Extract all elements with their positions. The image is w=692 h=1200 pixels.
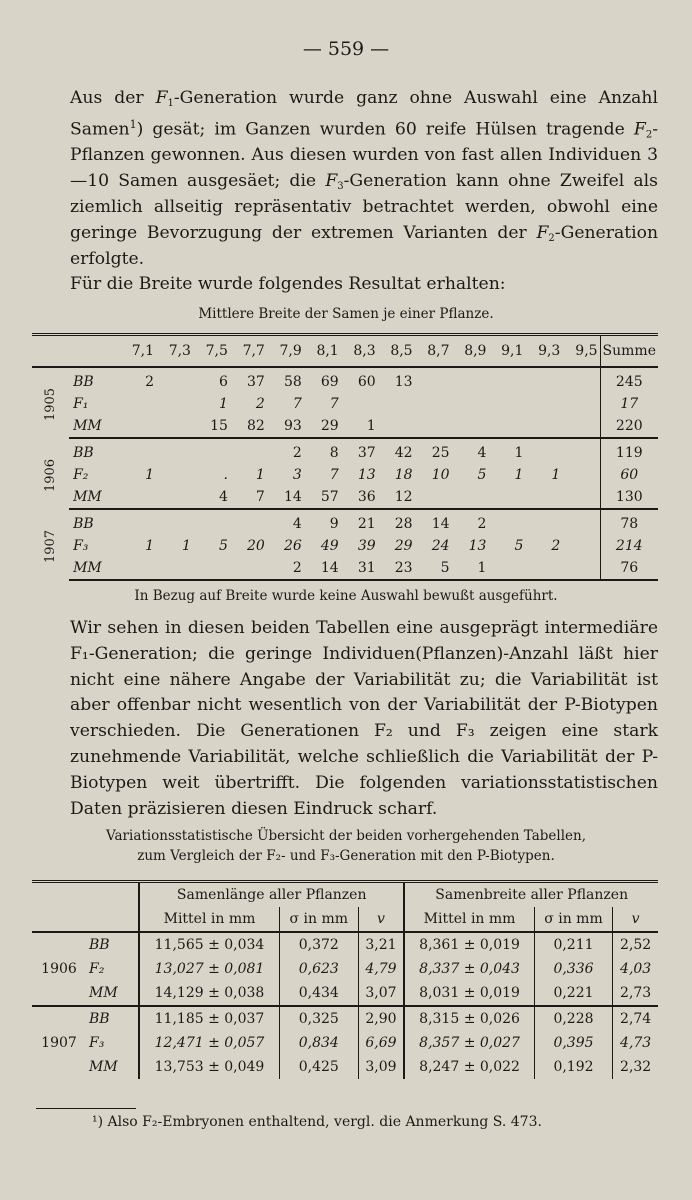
table1-cell bbox=[415, 486, 452, 509]
table1-cell bbox=[119, 438, 156, 464]
f-sub-2: 2 bbox=[645, 129, 653, 141]
table1-cell: 57 bbox=[304, 486, 341, 509]
col-header: 7,9 bbox=[267, 335, 304, 368]
row-label: BB bbox=[86, 1006, 139, 1031]
group-laenge: Samenlänge aller Pflanzen bbox=[139, 882, 404, 908]
table1-cell: 1 bbox=[145, 467, 155, 483]
table1-cell: 2 bbox=[292, 445, 302, 461]
col-header: 9,3 bbox=[525, 335, 562, 368]
table1-cell bbox=[156, 464, 193, 486]
table1-cell: 14 bbox=[431, 516, 450, 532]
table2-cell: 11,565 ± 0,034 bbox=[139, 932, 280, 957]
table2-cell: 0,834 bbox=[280, 1031, 359, 1055]
table2-cell: 0,228 bbox=[534, 1006, 613, 1031]
table1-row bbox=[32, 509, 658, 535]
table1-row bbox=[32, 367, 658, 393]
table1-row bbox=[32, 557, 658, 580]
col-header: 9,1 bbox=[488, 335, 525, 368]
table1-cell: 7 bbox=[292, 396, 302, 412]
table2-cell: 3,21 bbox=[358, 932, 404, 957]
table1-cell bbox=[156, 415, 193, 438]
table2-cell: 0,336 bbox=[534, 957, 613, 981]
table1-cell: 1 bbox=[452, 557, 489, 580]
f-sub-1: 1 bbox=[167, 98, 174, 109]
table1-cell bbox=[119, 486, 156, 509]
col-header: 8,5 bbox=[378, 335, 415, 368]
h-mittel: Mittel in mm bbox=[139, 907, 280, 932]
h-sigma: σ in mm bbox=[534, 907, 613, 932]
table1-cell: 4 bbox=[477, 445, 487, 461]
year-label: 1905 bbox=[43, 387, 59, 422]
table1-cell: 69 bbox=[320, 374, 339, 390]
table1-cell: 37 bbox=[357, 445, 376, 461]
row-label: MM bbox=[69, 486, 119, 509]
f-sub-4: 2 bbox=[548, 232, 555, 244]
table1-cell: 13 bbox=[394, 374, 413, 390]
table2-row bbox=[32, 957, 658, 981]
table1-cell: 1 bbox=[218, 396, 228, 412]
table2-group-header bbox=[32, 882, 658, 908]
table1-cell bbox=[415, 367, 452, 393]
table2-row bbox=[32, 1031, 658, 1055]
table1-cell bbox=[562, 393, 600, 415]
row-label: F₂ bbox=[73, 467, 89, 483]
table2-cell: 14,129 ± 0,038 bbox=[139, 981, 280, 1006]
table2-cell: 11,185 ± 0,037 bbox=[139, 1006, 280, 1031]
table1-cell bbox=[119, 393, 156, 415]
table1-cell: 42 bbox=[394, 445, 413, 461]
table2-cell: 4,03 bbox=[613, 957, 658, 981]
table1-cell bbox=[230, 438, 267, 464]
table1-cell bbox=[156, 557, 193, 580]
table2-cell: 12,471 ± 0,057 bbox=[139, 1031, 280, 1055]
col-header: 7,3 bbox=[156, 335, 193, 368]
sum-header: Summe bbox=[600, 335, 658, 368]
h-mittel: Mittel in mm bbox=[404, 907, 534, 932]
table2-cell: 0,325 bbox=[280, 1006, 359, 1031]
h-v: v bbox=[613, 907, 658, 932]
table2-row bbox=[32, 1055, 658, 1079]
table1-cell: 9 bbox=[329, 516, 339, 532]
table1-cell: 1 bbox=[514, 467, 524, 483]
table1-cell bbox=[525, 486, 562, 509]
table1-cell bbox=[193, 509, 230, 535]
table1-cell bbox=[230, 557, 267, 580]
table1-cell: 2 bbox=[477, 516, 487, 532]
table1-cell bbox=[525, 393, 562, 415]
table2-cell: 8,357 ± 0,027 bbox=[404, 1031, 534, 1055]
table1-cell: 7 bbox=[329, 467, 339, 483]
table1-cell: 7 bbox=[230, 486, 267, 509]
table1-sum: 130 bbox=[600, 486, 658, 509]
table1-cell: 23 bbox=[378, 557, 415, 580]
table1-cell bbox=[525, 438, 562, 464]
table1-cell bbox=[488, 367, 525, 393]
table2-cell: 6,69 bbox=[358, 1031, 404, 1055]
table2-cell: 3,07 bbox=[358, 981, 404, 1006]
table1-cell bbox=[562, 509, 600, 535]
table1-sum: 245 bbox=[600, 367, 658, 393]
table2-cell: 13,753 ± 0,049 bbox=[139, 1055, 280, 1079]
table2-cell: 0,623 bbox=[280, 957, 359, 981]
table1-cell bbox=[119, 557, 156, 580]
intro-text-6: -Generation erfolgte. bbox=[70, 222, 659, 269]
table1-cell: 10 bbox=[431, 467, 450, 483]
row-label: BB bbox=[73, 516, 94, 532]
table2-cell: 8,031 ± 0,019 bbox=[404, 981, 534, 1006]
table1-cell: 6 bbox=[218, 374, 228, 390]
table2-cell: 4,79 bbox=[358, 957, 404, 981]
table2-cell: 8,247 ± 0,022 bbox=[404, 1055, 534, 1079]
table2-cell: 0,372 bbox=[280, 932, 359, 957]
table1-cell bbox=[488, 393, 525, 415]
table1-header bbox=[32, 335, 658, 368]
table1-cell bbox=[562, 557, 600, 580]
table1-cell: 82 bbox=[230, 415, 267, 438]
table1-cell: 4 bbox=[292, 516, 302, 532]
table2-cell: 4,73 bbox=[613, 1031, 658, 1055]
table2-cell: 2,74 bbox=[613, 1006, 658, 1031]
year-label: 1907 bbox=[43, 529, 59, 563]
table1-cell: 29 bbox=[394, 538, 413, 554]
table2-cell: 8,337 ± 0,043 bbox=[404, 957, 534, 981]
table2-cell: 13,027 ± 0,081 bbox=[139, 957, 280, 981]
table2-cell: 0,221 bbox=[534, 981, 613, 1006]
table2-row bbox=[32, 1006, 658, 1031]
table1-cell: 31 bbox=[341, 557, 378, 580]
f-sub-3: 3 bbox=[337, 181, 344, 193]
table1-cell: 7 bbox=[329, 396, 339, 412]
intro-paragraph bbox=[70, 86, 658, 298]
table1-sum: 76 bbox=[600, 557, 658, 580]
row-label: MM bbox=[69, 415, 119, 438]
table2-row bbox=[32, 981, 658, 1006]
table2-cell: 8,315 ± 0,026 bbox=[404, 1006, 534, 1031]
table1-cell bbox=[562, 367, 600, 393]
table1-sum: 220 bbox=[600, 415, 658, 438]
table1-cell: 14 bbox=[304, 557, 341, 580]
row-label: MM bbox=[89, 1059, 118, 1075]
table1-cell: 4 bbox=[193, 486, 230, 509]
table2-cell: 0,425 bbox=[280, 1055, 359, 1079]
table1-cell bbox=[156, 367, 193, 393]
table1-row bbox=[32, 415, 658, 438]
f-symbol-3: F bbox=[325, 171, 338, 192]
table2-cell: 2,52 bbox=[613, 932, 658, 957]
h-v: v bbox=[358, 907, 404, 932]
table1-sum: 119 bbox=[600, 438, 658, 464]
table1-cell: . bbox=[223, 467, 228, 483]
row-label: MM bbox=[89, 985, 118, 1001]
table2-caption-2: zum Vergleich der F₂- und F₃-Generation mit den P-Biotypen. bbox=[137, 848, 555, 864]
year-label: 1906 bbox=[43, 458, 59, 492]
table1-cell: 49 bbox=[320, 538, 339, 554]
table1-cell bbox=[525, 557, 562, 580]
table2-cell: 8,361 ± 0,019 bbox=[404, 932, 534, 957]
table2-cell: 0,395 bbox=[534, 1031, 613, 1055]
footnote-rule bbox=[36, 1108, 136, 1109]
table1-cell: 2 bbox=[551, 538, 561, 554]
table2-cell: 0,434 bbox=[280, 981, 359, 1006]
table1-cell: 14 bbox=[267, 486, 304, 509]
row-label: BB bbox=[73, 445, 94, 461]
table1-cell: 60 bbox=[357, 374, 376, 390]
table1-cell bbox=[378, 393, 415, 415]
table1-cell bbox=[156, 486, 193, 509]
table1-cell: 5 bbox=[218, 538, 228, 554]
table1-row bbox=[32, 393, 658, 415]
table1-cell: 24 bbox=[431, 538, 450, 554]
table1-cell: 2 bbox=[255, 396, 265, 412]
table1-cell: 1 bbox=[255, 467, 265, 483]
table1-cell: 1 bbox=[514, 445, 524, 461]
col-header: 7,7 bbox=[230, 335, 267, 368]
table1-note: In Bezug auf Breite wurde keine Auswahl bewußt ausgeführt. bbox=[134, 588, 558, 604]
footnote: ¹) Also F₂-Embryonen enthaltend, vergl. die Anmerkung S. 473. bbox=[92, 1114, 542, 1130]
table1-sum: 214 bbox=[600, 535, 658, 557]
table1-cell: 20 bbox=[247, 538, 265, 554]
table1-cell bbox=[415, 393, 452, 415]
table1-cell: 2 bbox=[145, 374, 155, 390]
table1-sum: 17 bbox=[600, 393, 658, 415]
table1-cell bbox=[156, 393, 193, 415]
table-breite bbox=[32, 333, 658, 581]
table1-cell bbox=[562, 535, 600, 557]
table1-cell: 28 bbox=[394, 516, 413, 532]
page-number: — 559 — bbox=[302, 38, 390, 60]
table1-cell: 39 bbox=[357, 538, 376, 554]
table1-cell bbox=[488, 509, 525, 535]
year-label: 1907 bbox=[32, 1006, 86, 1079]
table1-sum: 78 bbox=[600, 509, 658, 535]
table1-cell bbox=[156, 438, 193, 464]
table1-cell: 5 bbox=[415, 557, 452, 580]
intro-text-2: -Generation wurde ganz ohne Auswahl eine Anzahl Samen bbox=[70, 88, 658, 140]
row-label: F₃ bbox=[89, 1035, 105, 1051]
table1-cell: 13 bbox=[468, 538, 487, 554]
intro-text-1: Aus der bbox=[70, 88, 144, 108]
table2-cell: 2,90 bbox=[358, 1006, 404, 1031]
row-label: F₂ bbox=[89, 961, 105, 977]
table1-cell bbox=[488, 415, 525, 438]
table1-cell: 15 bbox=[193, 415, 230, 438]
table2-subheader bbox=[32, 907, 658, 932]
table1-cell: 1 bbox=[551, 467, 561, 483]
table1-cell: 1 bbox=[145, 538, 155, 554]
table1-cell: 26 bbox=[283, 538, 302, 554]
col-header: 7,5 bbox=[193, 335, 230, 368]
intro-text-4: -Pflanzen gewonnen. Aus diesen wurden von fast allen Individuen 3—10 Samen ausgesäet; die bbox=[70, 119, 659, 192]
table1-cell bbox=[562, 464, 600, 486]
table-statistics bbox=[32, 880, 658, 1079]
table1-sum: 60 bbox=[600, 464, 658, 486]
table1-cell: 58 bbox=[283, 374, 302, 390]
table1-row bbox=[32, 535, 658, 557]
col-header: 8,3 bbox=[341, 335, 378, 368]
table1-cell: 29 bbox=[304, 415, 341, 438]
table1-cell bbox=[452, 393, 489, 415]
footnote-marker[interactable]: 1 bbox=[129, 117, 137, 131]
table1-cell bbox=[525, 415, 562, 438]
table2-cell: 0,211 bbox=[534, 932, 613, 957]
table1-cell: 93 bbox=[267, 415, 304, 438]
table1-cell: 1 bbox=[182, 538, 191, 554]
table1-cell bbox=[525, 509, 562, 535]
table1-caption: Mittlere Breite der Samen je einer Pflanze. bbox=[198, 306, 494, 322]
table1-cell: 36 bbox=[341, 486, 378, 509]
table1-row bbox=[32, 464, 658, 486]
table1-cell bbox=[119, 509, 156, 535]
table1-cell bbox=[562, 486, 600, 509]
col-header: 8,9 bbox=[452, 335, 489, 368]
table2-cell: 3,09 bbox=[358, 1055, 404, 1079]
table1-cell: 12 bbox=[378, 486, 415, 509]
year-label: 1906 bbox=[41, 961, 77, 977]
table1-cell bbox=[562, 438, 600, 464]
f-symbol-1: F bbox=[155, 88, 168, 108]
col-header: 9,5 bbox=[562, 335, 600, 368]
table2-cell: 2,32 bbox=[613, 1055, 658, 1079]
table1-cell: 25 bbox=[431, 445, 450, 461]
table1-cell bbox=[341, 393, 378, 415]
table1-cell bbox=[378, 415, 415, 438]
table2-caption-1: Variationsstatistische Übersicht der beiden vorhergehenden Tabellen, bbox=[106, 828, 586, 844]
row-label: F₃ bbox=[73, 538, 89, 554]
table1-cell: 37 bbox=[247, 374, 265, 390]
table1-cell: 8 bbox=[329, 445, 339, 461]
table1-cell bbox=[193, 557, 230, 580]
table1-row bbox=[32, 486, 658, 509]
table1-cell bbox=[156, 509, 193, 535]
col-header: 8,1 bbox=[304, 335, 341, 368]
table1-cell: 2 bbox=[267, 557, 304, 580]
table2-row bbox=[32, 932, 658, 957]
table1-cell: 1 bbox=[341, 415, 378, 438]
table1-cell bbox=[119, 415, 156, 438]
table1-cell bbox=[452, 415, 489, 438]
table1-cell: 21 bbox=[357, 516, 376, 532]
row-label: BB bbox=[73, 374, 94, 390]
table1-cell bbox=[193, 438, 230, 464]
table1-cell bbox=[452, 367, 489, 393]
table1-cell: 5 bbox=[477, 467, 487, 483]
table2-cell: 2,73 bbox=[613, 981, 658, 1006]
table1-cell: 5 bbox=[514, 538, 524, 554]
table1-cell: 3 bbox=[292, 467, 302, 483]
col-header: 8,7 bbox=[415, 335, 452, 368]
table1-cell bbox=[562, 415, 600, 438]
intro-text-3: ) gesät; im Ganzen wurden 60 reife Hülsen tragende bbox=[136, 119, 625, 140]
group-breite: Samenbreite aller Pflanzen bbox=[404, 882, 658, 908]
breite-intro: Für die Breite wurde folgendes Resultat erhalten: bbox=[70, 274, 506, 295]
col-header: 7,1 bbox=[119, 335, 156, 368]
table2-cell: 0,192 bbox=[534, 1055, 613, 1079]
table1-cell: 18 bbox=[394, 467, 413, 483]
h-sigma: σ in mm bbox=[280, 907, 359, 932]
discussion-paragraph: Wir sehen in diesen beiden Tabellen eine ausgeprägt intermediäre F₁-Generation; die geringe Individuen(Pflanzen)-Anzahl läßt hier nicht eine nähere Angabe der Variabilität zu; die Variabilität ist aber offenbar nicht wesentlich von der Variabilität der P-Biotypen verschieden. Die Generationen F₂ und F₃ zeigen eine stark zunehmende Variabilität, welche schließlich die Variabilität der P-Biotypen weit übertrifft. Die folgenden variationsstatistischen Daten präzisieren diesen Eindruck scharf. bbox=[70, 618, 658, 819]
table1-cell bbox=[415, 415, 452, 438]
row-label: BB bbox=[89, 937, 110, 953]
f-symbol-4: F bbox=[536, 222, 549, 243]
table1-cell bbox=[452, 486, 489, 509]
table1-cell bbox=[488, 557, 525, 580]
f-symbol-2: F bbox=[633, 119, 646, 140]
row-label: MM bbox=[69, 557, 119, 580]
table1-cell bbox=[230, 509, 267, 535]
row-label: F₁ bbox=[73, 396, 89, 412]
table1-cell bbox=[488, 486, 525, 509]
intro-text-5: -Generation kann ohne Zweifel als ziemlich allseitig repräsentativ betrachtet werden, obwohl eine geringe Bevorzugung der extremen Varianten der bbox=[70, 171, 658, 243]
table1-row bbox=[32, 438, 658, 464]
table1-cell bbox=[525, 367, 562, 393]
table1-cell: 13 bbox=[357, 467, 376, 483]
